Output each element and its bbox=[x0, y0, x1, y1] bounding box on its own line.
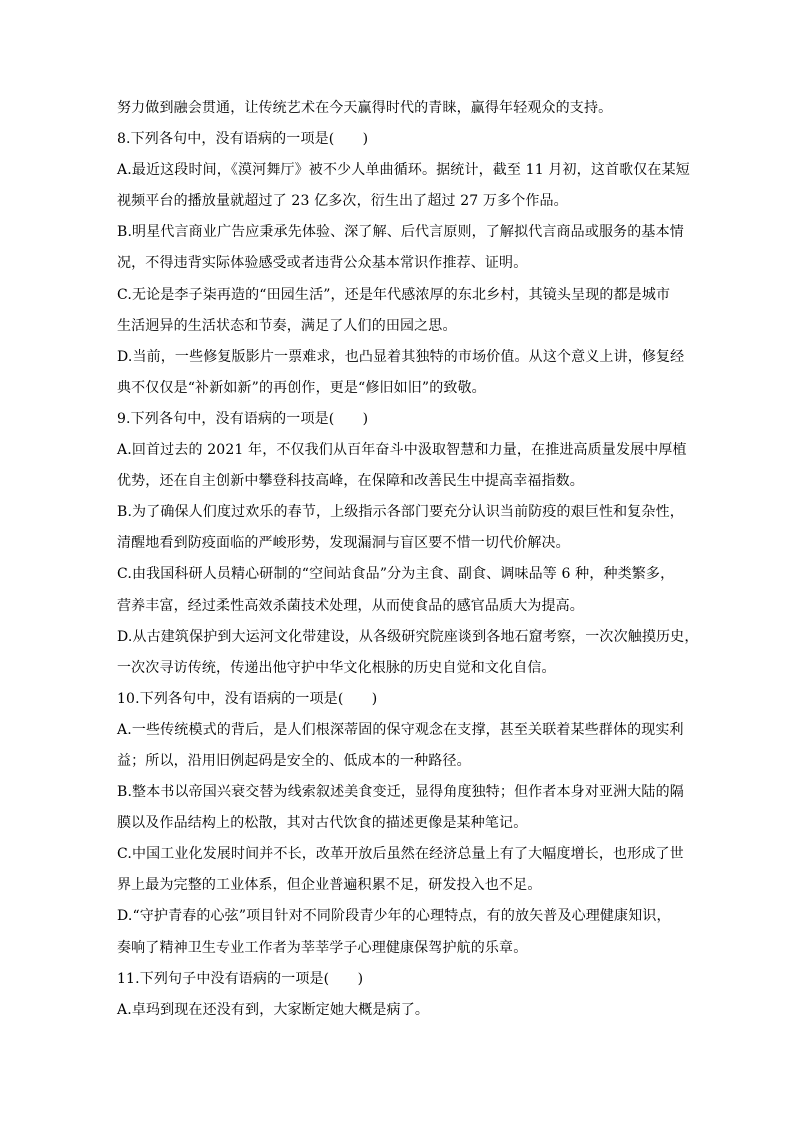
question-9-option-c-line-2: 营养丰富，经过柔性高效杀菌技术处理，从而使食品的感官品质大为提高。 bbox=[117, 597, 584, 614]
question-8-option-d-line-2: 典不仅仅是“补新如新”的再创作，更是“修旧如旧”的致敬。 bbox=[117, 379, 486, 396]
question-10-option-b-line-2: 膜以及作品结构上的松散，其对古代饮食的描述更像是某种笔记。 bbox=[117, 815, 528, 832]
question-10-option-b-line-1: B.整本书以帝国兴衰交替为线索叙述美食变迁，显得角度独特；但作者本身对亚洲大陆的隔 bbox=[117, 784, 684, 801]
question-10-option-c-line-1: C.中国工业化发展时间并不长，改革开放后虽然在经济总量上有了大幅度增长，也形成了世 bbox=[117, 846, 684, 863]
question-9-option-c-line-1: C.由我国科研人员精心研制的“空间站食品”分为主食、副食、调味品等 6 种，种类繁多， bbox=[117, 566, 675, 583]
question-10-option-a-line-1: A.一些传统模式的背后，是人们根深蒂固的保守观念在支撑，甚至关联着某些群体的现实利 bbox=[117, 721, 684, 738]
question-10-option-d-line-2: 奏响了精神卫生专业工作者为莘莘学子心理健康保驾护航的乐章。 bbox=[117, 939, 528, 956]
question-8-stem: 8.下列各句中，没有语病的一项是( ) bbox=[117, 131, 369, 148]
question-9-option-a-line-2: 优势，还在自主创新中攀登科技高峰，在保障和改善民生中提高幸福指数。 bbox=[117, 473, 584, 490]
question-8-option-a-line-1: A.最近这段时间，《漠河舞厅》被不少人单曲循环。据统计，截至 11 月初，这首歌仅在某短 bbox=[117, 162, 690, 179]
question-8-option-a-line-2: 视频平台的播放量就超过了 23 亿多次，衍生出了超过 27 万多个作品。 bbox=[117, 193, 568, 210]
question-9-option-b-line-2: 清醒地看到防疫面临的严峻形势，发现漏洞与盲区要不惜一切代价解决。 bbox=[117, 535, 570, 552]
document-page bbox=[117, 98, 699, 1031]
question-8-option-c-line-2: 生活迥异的生活状态和节奏，满足了人们的田园之思。 bbox=[117, 317, 457, 334]
question-8-option-d-line-1: D.当前，一些修复版影片一票难求，也凸显着其独特的市场价值。从这个意义上讲，修复经 bbox=[117, 348, 685, 365]
question-8-option-b-line-2: 况，不得违背实际体验感受或者违背公众基本常识作推荐、证明。 bbox=[117, 255, 528, 272]
question-10-option-a-line-2: 益；所以，沿用旧例起码是安全的、低成本的一种路径。 bbox=[117, 752, 471, 769]
question-9-stem: 9.下列各句中，没有语病的一项是( ) bbox=[117, 410, 369, 427]
text-line-1: 努力做到融会贯通，让传统艺术在今天赢得时代的青睐，赢得年轻观众的支持。 bbox=[117, 100, 613, 116]
question-8-option-b-line-1: B.明星代言商业广告应秉承先体验、深了解、后代言原则，了解拟代言商品或服务的基本情 bbox=[117, 224, 684, 241]
question-9-option-d-line-1: D.从古建筑保护到大运河文化带建设，从各级研究院座谈到各地石窟考察，一次次触摸历史， bbox=[117, 628, 699, 645]
question-9-option-a-line-1: A.回首过去的 2021 年，不仅我们从百年奋斗中汲取智慧和力量，在推进高质量发展中厚植 bbox=[117, 442, 687, 459]
question-8-option-c-line-1: C.无论是李子柒再造的“田园生活”，还是年代感浓厚的东北乡村，其镜头呈现的都是城市 bbox=[117, 286, 671, 303]
question-9-option-b-line-1: B.为了确保人们度过欢乐的春节，上级指示各部门要充分认识当前防疫的艰巨性和复杂性， bbox=[117, 504, 684, 521]
question-11-stem: 11.下列句子中没有语病的一项是( ) bbox=[117, 970, 364, 987]
question-10-stem: 10.下列各句中，没有语病的一项是( ) bbox=[117, 690, 378, 707]
question-10-option-c-line-2: 界上最为完整的工业体系，但企业普遍积累不足，研发投入也不足。 bbox=[117, 877, 542, 894]
question-10-option-d-line-1: D.“守护青春的心弦”项目针对不同阶段青少年的心理特点，有的放矢普及心理健康知识， bbox=[117, 908, 671, 925]
question-11-option-a-line-1: A.卓玛到现在还没有到，大家断定她大概是病了。 bbox=[117, 1001, 430, 1018]
question-9-option-d-line-2: 一次次寻访传统，传递出他守护中华文化根脉的历史自觉和文化自信。 bbox=[117, 659, 556, 676]
